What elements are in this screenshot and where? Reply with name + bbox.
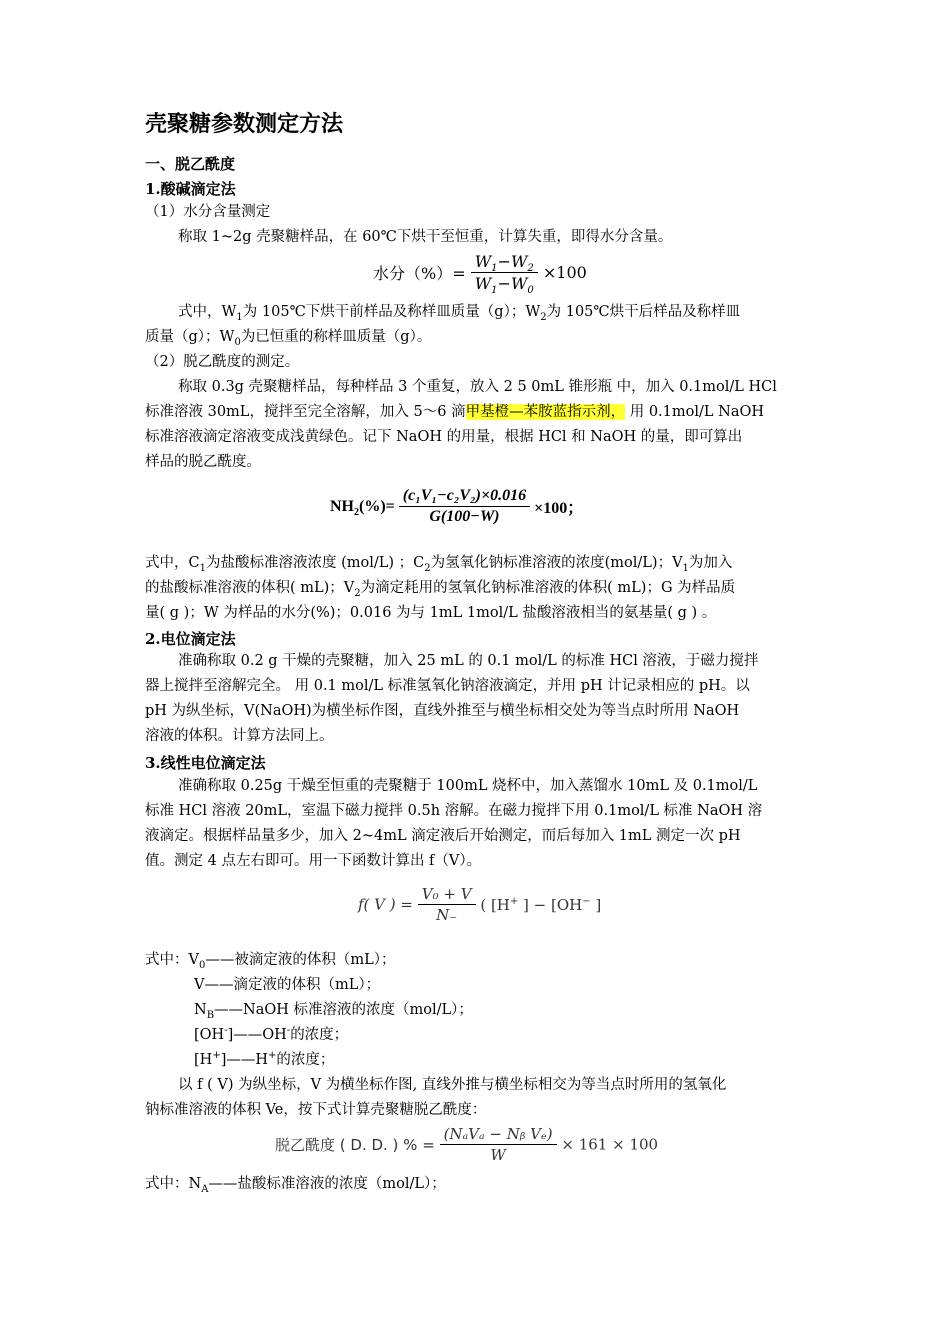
method3-line3: 液滴定。根据样品量多少，加入 2~4mL 滴定液后开始测定，而后每加入 1mL 测定一次 pH	[145, 828, 741, 844]
method2-line1: 准确称取 0.2 g 干燥的壳聚糖，加入 25 mL 的 0.1 mol/L 的标准 HCl 溶液，于磁力搅拌	[178, 653, 759, 669]
den-w1-sub: 1	[491, 285, 498, 296]
nh2-fraction	[399, 487, 530, 526]
method2-heading: 2.电位滴定法	[145, 630, 236, 648]
deacetylation-text-line1: 称取 0.3g 壳聚糖样品，每种样品 3 个重复，放入 2 5 0mL 锥形瓶 中，加入 0.1mol/L HCl	[178, 379, 777, 395]
fv-formula: f( V ) = $\frac{\text{V₀ + V}}{N_-}$ ( [H+ ] − [OH− ]	[358, 885, 602, 924]
def-nb: $N_B——NaOH$ 标准溶液的浓度（mol/L）；	[194, 1002, 473, 1021]
nh2-note-line3: 量( g )；W 为样品的水分(%)；0.016 为与 1mL 1mol/L 盐酸溶液相当的氨基量( g ) 。	[145, 605, 717, 621]
dd-lhs: 脱乙酰度 ( D. D. ) % =	[275, 1136, 435, 1154]
den-w0: W	[510, 274, 528, 293]
moisture-text: 称取 1~2g 壳聚糖样品，在 60℃下烘干至恒重，计算失重，即得水分含量。	[178, 229, 673, 245]
def-h: [H+]——H+的浓度；	[194, 1050, 335, 1068]
num-w2: W	[510, 252, 528, 271]
highlighted-indicator: 甲基橙—苯胺蓝指示剂，	[465, 404, 626, 420]
nh2-lhs-b: (%)=	[359, 497, 395, 515]
method3-line1: 准确称取 0.25g 干燥至恒重的壳聚糖于 100mL 烧杯中，加入蒸馏水 10mL 及 0.1mol/L	[178, 778, 758, 794]
dd-fraction	[440, 1125, 557, 1164]
nh2-numerator: (c₁V₁−c₂V₂)×0.016	[399, 487, 530, 507]
def-na: 式中：$N_A——$盐酸标准溶液的浓度（mol/L）；	[145, 1176, 446, 1195]
deacetylation-text-line3: 标准溶液滴定溶液变成浅黄绿色。记下 NaOH 的用量，根据 HCl 和 NaOH 的量，即可算出	[145, 429, 743, 445]
method1-heading: 1.酸碱滴定法	[145, 180, 236, 198]
nh2-note	[145, 551, 810, 626]
formula-lhs: 水分（%）=	[373, 264, 466, 283]
deacetylation-subheading: （2）脱乙酰度的测定。	[145, 354, 300, 370]
formula-fraction	[471, 252, 538, 296]
deacetylation-text-line4: 样品的脱乙酰度。	[145, 454, 261, 470]
dd-denominator: W	[490, 1146, 506, 1164]
nh2-formula	[330, 487, 583, 526]
nh2-note-line2: 的盐酸标准溶液的体积( mL)；$V_2$为滴定耗用的氢氧化钠标准溶液的体积( mL)；G 为样品质	[145, 580, 736, 599]
def-v0: 式中：$V_0——$被滴定液的体积（mL）；	[145, 952, 396, 971]
plot-text-line1: 以 f ( V) 为纵坐标，V 为横坐标作图, 直线外推与横坐标相交为等当点时所用的氢氧化	[178, 1077, 727, 1093]
method3-text	[145, 774, 810, 874]
moisture-note-line2: 质量（g）；$W_0$为已恒重的称样皿质量（g）。	[145, 329, 432, 348]
def-v: V——滴定液的体积（mL）；	[194, 977, 381, 993]
num-w2-sub: 2	[527, 263, 534, 274]
num-w1: W	[474, 252, 492, 271]
num-minus: −	[497, 252, 511, 271]
method1-moisture-block	[145, 200, 810, 250]
dd-tail: × 161 × 100	[561, 1135, 659, 1154]
method3-line4: 值。测定 4 点左右即可。用一下函数计算出 f（V）。	[145, 853, 482, 869]
dd-formula	[275, 1125, 658, 1164]
method2-line2: 器上搅拌至溶解完全。 用 0.1 mol/L 标准氢氧化钠溶液滴定，并用 pH 计记录相应的 pH。以	[145, 678, 750, 694]
den-w1: W	[474, 274, 492, 293]
dd-numerator: (NₐVₐ − Nᵦ Vₑ)	[440, 1125, 557, 1145]
num-w1-sub: 1	[491, 263, 498, 274]
nh2-tail: ×100；	[534, 500, 584, 517]
page-title: 壳聚糖参数测定方法	[145, 111, 344, 137]
method3-line2: 标准 HCl 溶液 20mL，室温下磁力搅拌 0.5h 溶解。在磁力搅拌下用 0.1mol/L 标准 NaOH 溶	[145, 803, 763, 819]
moisture-subheading: （1）水分含量测定	[145, 204, 271, 220]
fv-numerator: V₀ + V	[418, 885, 476, 905]
moisture-formula	[373, 252, 587, 296]
method2-line3: pH 为纵坐标，V(NaOH)为横坐标作图，直线外推至与横坐标相交处为等当点时所用 NaOH	[145, 703, 740, 719]
method2-text	[145, 649, 810, 749]
den-w0-sub: 0	[527, 285, 534, 296]
plot-text-line2: 钠标准溶液的体积 Ve，按下式计算壳聚糖脱乙酰度：	[145, 1102, 487, 1118]
deacetylation-text-line2: 标准溶液 30mL，搅拌至完全溶解，加入 5～6 滴甲基橙—苯胺蓝指示剂， 用 0.1mol/L NaOH	[145, 404, 764, 420]
nh2-lhs-sub: 2	[354, 506, 359, 518]
section-heading-deacetylation: 一、脱乙酰度	[145, 155, 236, 173]
nh2-lhs: NH	[330, 497, 354, 515]
moisture-note	[145, 300, 810, 475]
def-oh: [OH-]——OH-的浓度；	[194, 1025, 349, 1043]
method2-line4: 溶液的体积。计算方法同上。	[145, 728, 334, 744]
method3-definitions	[145, 948, 810, 1123]
moisture-note-line1: 式中，$W_1$为 105℃下烘干前样品及称样皿质量（g）；$W_2$为 105℃烘干后样品及称样皿	[178, 304, 741, 323]
fv-denominator: N₋	[436, 906, 458, 924]
den-minus: −	[497, 274, 511, 293]
nh2-denominator: G(100−W)	[429, 508, 500, 525]
nh2-note-line1: 式中，$C_1$为盐酸标准溶液浓度 (mol/L) ；$C_2$为氢氧化钠标准溶液的浓度(mol/L)；$V_1$为加入	[145, 555, 733, 574]
formula-times: ×100	[542, 263, 587, 282]
method3-heading: 3.线性电位滴定法	[145, 754, 266, 772]
fv-fraction	[418, 885, 476, 924]
fv-lhs: f( V ) =	[358, 895, 413, 914]
